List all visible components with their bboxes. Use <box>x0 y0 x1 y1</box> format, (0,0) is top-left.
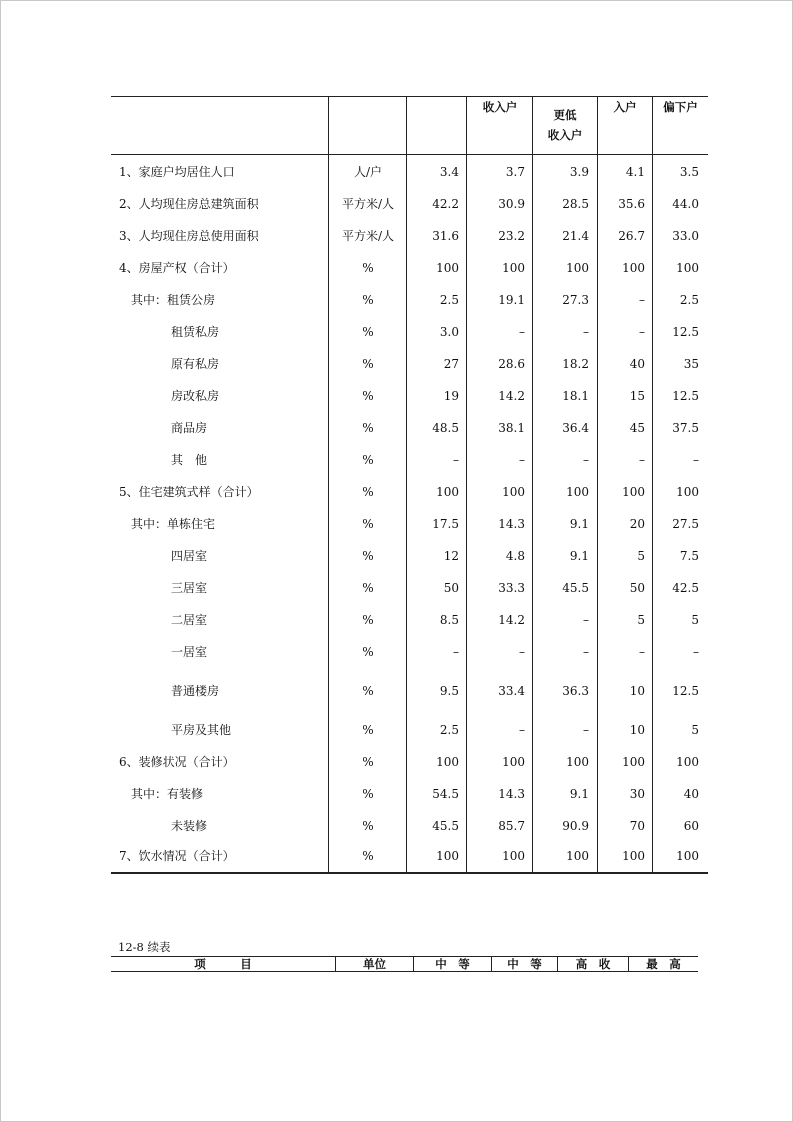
table-row <box>111 482 708 502</box>
cell-value: 28.5 <box>562 197 589 211</box>
continuation-header <box>111 956 708 972</box>
cell-value: – <box>639 645 645 659</box>
row-label: 租赁私房 <box>171 325 220 339</box>
continuation-header-middle1: 中 等 <box>435 957 470 971</box>
cell-value: 12.5 <box>672 684 699 698</box>
table-row <box>111 226 708 246</box>
table-row <box>111 258 708 278</box>
header-col2-line2: 收入户 <box>547 128 583 142</box>
cell-value: 100 <box>502 485 525 499</box>
cell-value: 100 <box>622 261 645 275</box>
row-unit: % <box>362 549 374 563</box>
row-unit: % <box>362 645 374 659</box>
cell-value: – <box>583 613 589 627</box>
cell-value: 40 <box>683 787 699 801</box>
row-label: 三居室 <box>171 581 208 595</box>
cell-value: 23.2 <box>498 229 525 243</box>
row-unit: % <box>362 485 374 499</box>
cell-value: 37.5 <box>672 421 699 435</box>
table-row <box>111 720 708 740</box>
cell-value: 100 <box>566 755 589 769</box>
cell-value: 12.5 <box>672 325 699 339</box>
row-label: 未装修 <box>171 819 208 833</box>
header-bottom-rule <box>111 154 708 155</box>
cell-value: – <box>519 723 525 737</box>
cell-value: 100 <box>566 849 589 863</box>
row-label: 3、人均现住房总使用面积 <box>119 229 259 243</box>
cell-value: 3.5 <box>679 165 699 179</box>
table-row <box>111 846 708 866</box>
row-unit: % <box>362 261 374 275</box>
cell-value: 10 <box>629 723 645 737</box>
row-unit: 人/户 <box>353 165 383 179</box>
cell-value: 26.7 <box>618 229 645 243</box>
row-unit: 平方米/人 <box>341 229 395 243</box>
cell-value: 42.5 <box>672 581 699 595</box>
cell-value: 100 <box>622 755 645 769</box>
row-label: 原有私房 <box>171 357 220 371</box>
row-label: 一居室 <box>171 645 208 659</box>
table-row <box>111 418 708 438</box>
cell-value: 100 <box>676 261 699 275</box>
cell-value: 8.5 <box>439 613 459 627</box>
continuation-header-highest: 最 高 <box>646 957 681 971</box>
continuation-title: 12-8 续表 <box>118 940 171 954</box>
cell-value: 9.5 <box>439 684 459 698</box>
row-label: 四居室 <box>171 549 208 563</box>
cell-value: 48.5 <box>432 421 459 435</box>
row-label: 房改私房 <box>171 389 220 403</box>
cell-value: – <box>583 325 589 339</box>
cell-value: 85.7 <box>498 819 525 833</box>
cell-value: 9.1 <box>569 517 589 531</box>
cell-value: 100 <box>436 261 459 275</box>
cell-value: 17.5 <box>432 517 459 531</box>
table-row <box>111 681 708 701</box>
table-top-rule <box>111 96 708 97</box>
cell-value: 45.5 <box>432 819 459 833</box>
cell-value: 60 <box>683 819 699 833</box>
cell-value: 35.6 <box>618 197 645 211</box>
cell-value: – <box>639 325 645 339</box>
cell-value: 54.5 <box>432 787 459 801</box>
continuation-header-middle2: 中 等 <box>507 957 542 971</box>
cell-value: 36.3 <box>562 684 589 698</box>
cell-value: 14.3 <box>498 517 525 531</box>
cell-value: 21.4 <box>562 229 589 243</box>
cell-value: 36.4 <box>562 421 589 435</box>
cell-value: 33.4 <box>498 684 525 698</box>
row-label: 1、家庭户均居住人口 <box>119 165 235 179</box>
cell-value: 9.1 <box>569 549 589 563</box>
cell-value: – <box>693 453 699 467</box>
cell-value: 100 <box>436 849 459 863</box>
cell-value: 2.5 <box>439 723 459 737</box>
cell-value: 100 <box>502 261 525 275</box>
cell-value: – <box>453 453 459 467</box>
cell-value: 5 <box>637 549 645 563</box>
header-col3: 入户 <box>613 100 637 114</box>
row-label: 其中：单栋住宅 <box>131 517 216 531</box>
cell-value: – <box>519 325 525 339</box>
cell-value: 5 <box>691 613 699 627</box>
row-label: 二居室 <box>171 613 208 627</box>
cell-value: 100 <box>622 485 645 499</box>
cell-value: 14.2 <box>498 389 525 403</box>
row-label: 普通楼房 <box>171 684 220 698</box>
cell-value: 27.3 <box>562 293 589 307</box>
cell-value: 100 <box>566 485 589 499</box>
row-unit: % <box>362 787 374 801</box>
table-row <box>111 578 708 598</box>
row-unit: % <box>362 453 374 467</box>
row-unit: % <box>362 421 374 435</box>
table-row <box>111 194 708 214</box>
row-unit: % <box>362 755 374 769</box>
table-row <box>111 610 708 630</box>
header-col4: 偏下户 <box>663 100 698 114</box>
cell-value: 45.5 <box>562 581 589 595</box>
cell-value: 2.5 <box>439 293 459 307</box>
cell-value: 5 <box>637 613 645 627</box>
cell-value: 100 <box>676 485 699 499</box>
cell-value: 27 <box>443 357 459 371</box>
cell-value: – <box>639 293 645 307</box>
cell-value: – <box>639 453 645 467</box>
row-label: 5、住宅建筑式样（合计） <box>119 485 259 499</box>
cell-value: 100 <box>502 755 525 769</box>
row-unit: % <box>362 293 374 307</box>
row-unit: % <box>362 819 374 833</box>
cell-value: 19.1 <box>498 293 525 307</box>
cell-value: 33.0 <box>672 229 699 243</box>
table-row <box>111 784 708 804</box>
table-row <box>111 816 708 836</box>
table-row <box>111 354 708 374</box>
row-label: 其 他 <box>171 453 208 467</box>
cell-value: 100 <box>622 849 645 863</box>
cell-value: 3.9 <box>569 165 589 179</box>
row-unit: % <box>362 849 374 863</box>
cell-value: 100 <box>502 849 525 863</box>
cell-value: 100 <box>676 849 699 863</box>
row-label: 其中：租赁公房 <box>131 293 216 307</box>
cell-value: 19 <box>443 389 459 403</box>
cell-value: 90.9 <box>562 819 589 833</box>
row-label: 6、装修状况（合计） <box>119 755 235 769</box>
cell-value: 10 <box>629 684 645 698</box>
cell-value: 27.5 <box>672 517 699 531</box>
cell-value: – <box>693 645 699 659</box>
row-unit: % <box>362 684 374 698</box>
cell-value: 3.7 <box>505 165 525 179</box>
row-unit: % <box>362 517 374 531</box>
cell-value: 42.2 <box>432 197 459 211</box>
table-bottom-rule <box>111 872 708 874</box>
cell-value: 12 <box>443 549 459 563</box>
cell-value: 100 <box>436 755 459 769</box>
table-row <box>111 162 708 182</box>
cell-value: 3.4 <box>439 165 459 179</box>
row-unit: % <box>362 581 374 595</box>
cell-value: 38.1 <box>498 421 525 435</box>
cell-value: – <box>453 645 459 659</box>
row-unit: % <box>362 389 374 403</box>
row-unit: 平方米/人 <box>341 197 395 211</box>
cell-value: 50 <box>629 581 645 595</box>
header-col1: 收入户 <box>482 100 518 114</box>
row-label: 4、房屋产权（合计） <box>119 261 235 275</box>
cell-value: 14.2 <box>498 613 525 627</box>
cell-value: 30.9 <box>498 197 525 211</box>
cell-value: 2.5 <box>679 293 699 307</box>
cell-value: 70 <box>629 819 645 833</box>
cell-value: 3.0 <box>439 325 459 339</box>
cell-value: 15 <box>629 389 645 403</box>
cell-value: 31.6 <box>432 229 459 243</box>
cell-value: – <box>583 645 589 659</box>
table-row <box>111 322 708 342</box>
cell-value: 28.6 <box>498 357 525 371</box>
cell-value: 44.0 <box>672 197 699 211</box>
row-label: 平房及其他 <box>171 723 232 737</box>
cell-value: – <box>583 723 589 737</box>
cell-value: 33.3 <box>498 581 525 595</box>
row-label: 其中：有装修 <box>131 787 204 801</box>
row-label: 商品房 <box>171 421 208 435</box>
table-row <box>111 752 708 772</box>
cell-value: 5 <box>691 723 699 737</box>
continuation-header-unit: 单位 <box>363 957 386 971</box>
cell-value: 12.5 <box>672 389 699 403</box>
cell-value: 7.5 <box>679 549 699 563</box>
cell-value: – <box>519 645 525 659</box>
cell-value: 18.1 <box>562 389 589 403</box>
cell-value: 18.2 <box>562 357 589 371</box>
row-label: 7、饮水情况（合计） <box>119 849 235 863</box>
cell-value: 100 <box>566 261 589 275</box>
cell-value: – <box>519 453 525 467</box>
cell-value: 4.8 <box>505 549 525 563</box>
row-unit: % <box>362 613 374 627</box>
cell-value: 9.1 <box>569 787 589 801</box>
continuation-header-item: 项 目 <box>194 957 252 971</box>
cell-value: 100 <box>676 755 699 769</box>
cell-value: 50 <box>443 581 459 595</box>
table-row <box>111 450 708 470</box>
row-unit: % <box>362 325 374 339</box>
row-unit: % <box>362 723 374 737</box>
cell-value: 14.3 <box>498 787 525 801</box>
cell-value: 4.1 <box>625 165 645 179</box>
cell-value: – <box>583 453 589 467</box>
housing-table <box>111 96 708 874</box>
table-row <box>111 290 708 310</box>
cell-value: 30 <box>629 787 645 801</box>
cell-value: 35 <box>683 357 699 371</box>
table-row <box>111 546 708 566</box>
header-col2-line1: 更低 <box>553 108 577 122</box>
cell-value: 45 <box>629 421 645 435</box>
table-row <box>111 386 708 406</box>
row-unit: % <box>362 357 374 371</box>
table-row <box>111 642 708 662</box>
cell-value: 20 <box>629 517 645 531</box>
table-row <box>111 514 708 534</box>
cell-value: 40 <box>629 357 645 371</box>
row-label: 2、人均现住房总建筑面积 <box>119 197 259 211</box>
cell-value: 100 <box>436 485 459 499</box>
continuation-header-high: 高 收 <box>575 957 611 971</box>
